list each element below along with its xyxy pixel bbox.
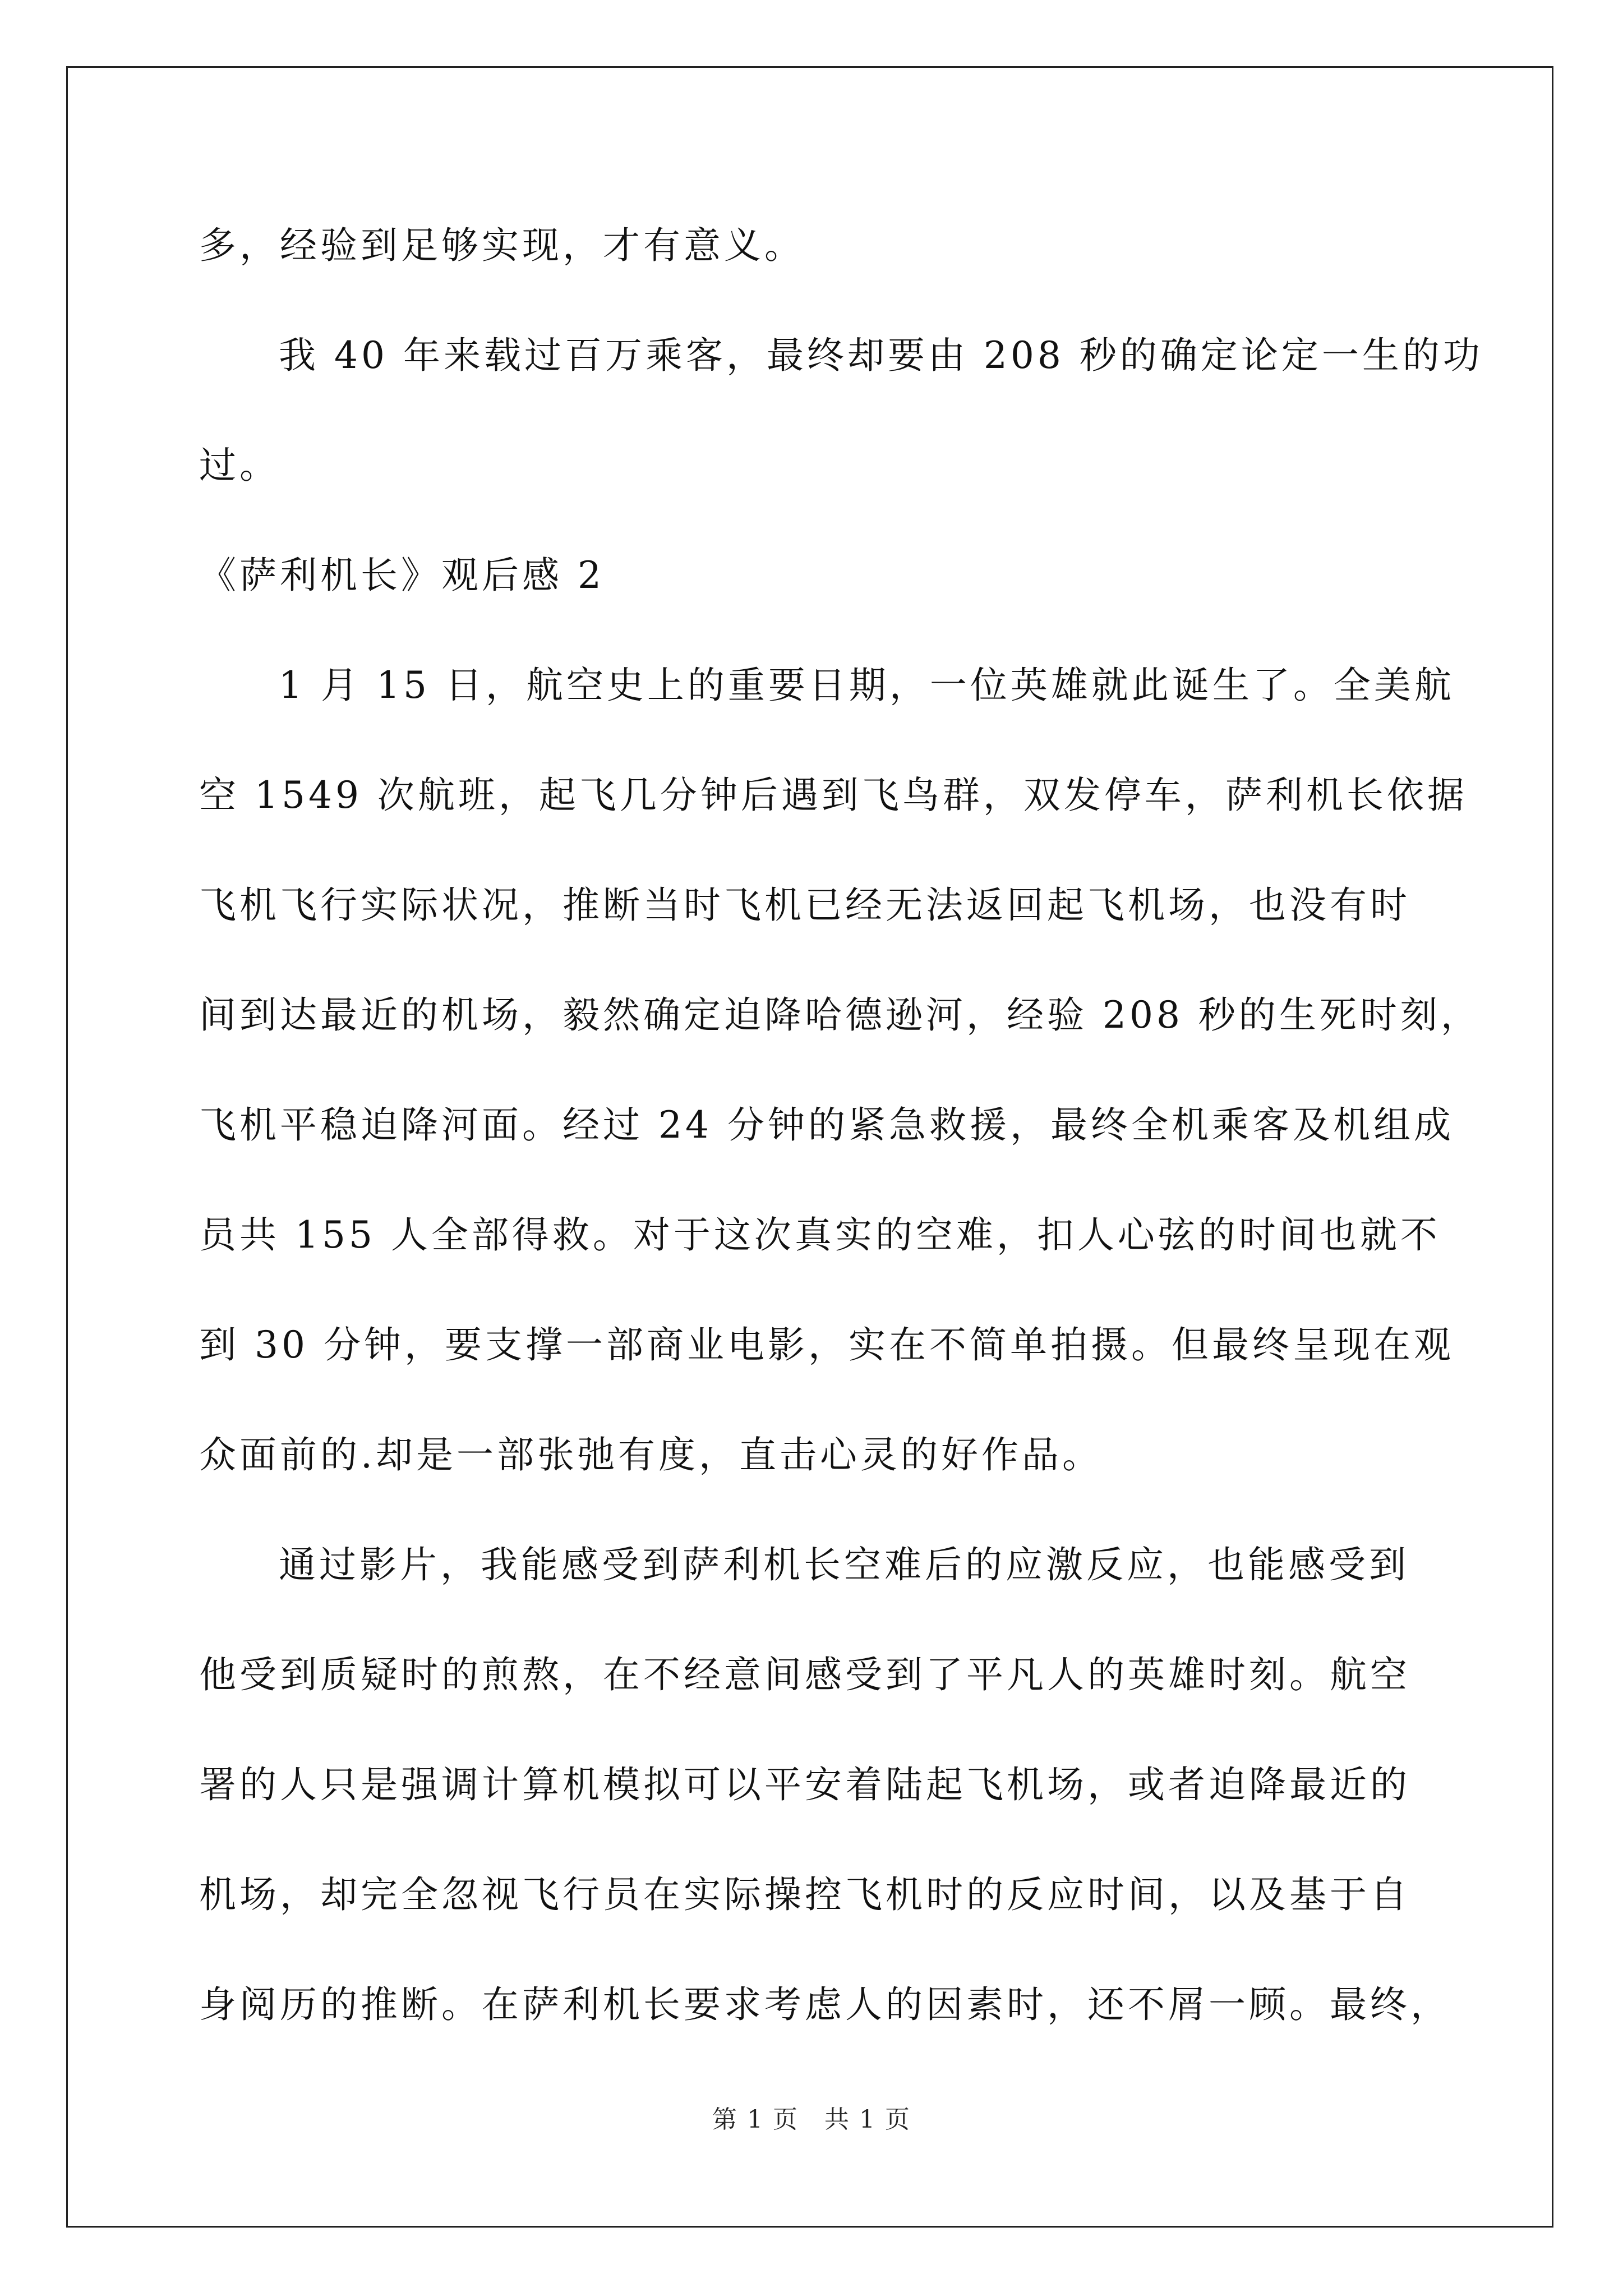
paragraph-line: 间到达最近的机场，毅然确定迫降哈德逊河，经验 208 秒的生死时刻， (199, 993, 1481, 1037)
paragraph-line: 机场，却完全忽视飞行员在实际操控飞机时的反应时间，以及基于自 (199, 1873, 1410, 1916)
paragraph-line: 我 40 年来载过百万乘客，最终却要由 208 秒的确定论定一生的功 (279, 334, 1483, 377)
paragraph-line: 多，经验到足够实现，才有意义。 (199, 224, 805, 267)
paragraph-line: 通过影片，我能感受到萨利机长空难后的应激反应，也能感受到 (279, 1543, 1409, 1586)
document-body (199, 191, 1483, 2060)
page-number-footer: 第 1 页 共 1 页 (712, 2105, 911, 2134)
section-heading: 《萨利机长》观后感 2 (199, 554, 605, 597)
paragraph-line: 员共 155 人全部得救。对于这次真实的空难，扣人心弦的时间也就不 (199, 1213, 1441, 1257)
paragraph-line: 众面前的.却是一部张弛有度，直击心灵的好作品。 (199, 1433, 1103, 1476)
paragraph-line: 飞机飞行实际状况，推断当时飞机已经无法返回起飞机场，也没有时 (199, 884, 1410, 927)
paragraph-line: 署的人只是强调计算机模拟可以平安着陆起飞机场，或者迫降最近的 (199, 1763, 1410, 1806)
paragraph-line: 飞机平稳迫降河面。经过 24 分钟的紧急救援，最终全机乘客及机组成 (199, 1103, 1454, 1147)
paragraph-line: 到 30 分钟，要支撑一部商业电影，实在不简单拍摄。但最终呈现在观 (199, 1323, 1454, 1366)
paragraph-line: 1 月 15 日，航空史上的重要日期，一位英雄就此诞生了。全美航 (279, 664, 1455, 707)
paragraph-line: 身阅历的推断。在萨利机长要求考虑人的因素时，还不屑一顾。最终， (199, 1983, 1451, 2026)
paragraph-line: 他受到质疑时的煎熬，在不经意间感受到了平凡人的英雄时刻。航空 (199, 1653, 1410, 1696)
paragraph-line: 过。 (199, 444, 280, 487)
paragraph-line: 空 1549 次航班，起飞几分钟后遇到飞鸟群，双发停车，萨利机长依据 (199, 774, 1468, 817)
